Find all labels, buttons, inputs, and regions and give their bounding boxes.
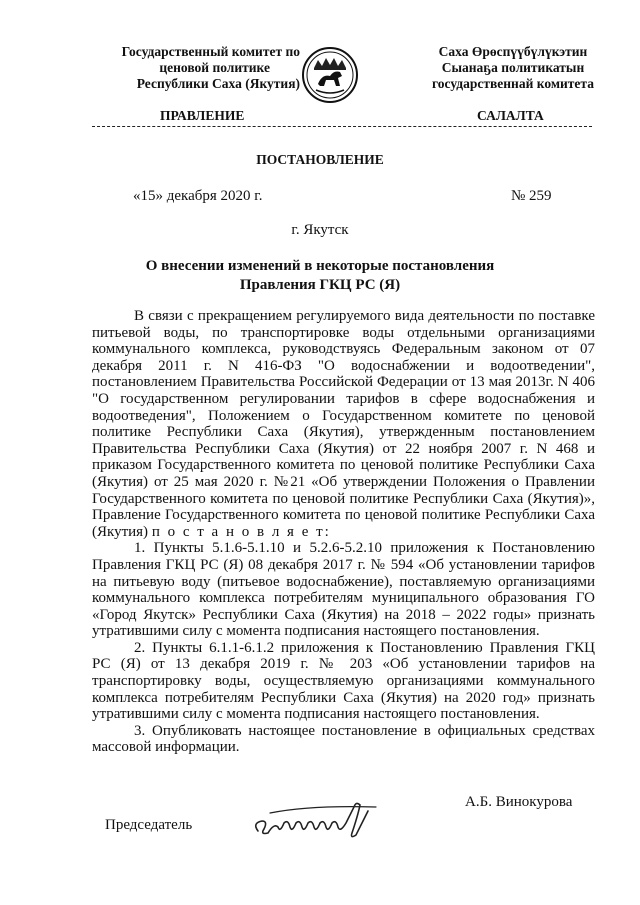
document-city: г. Якутск [291, 222, 349, 238]
subject-line: Правления ГКЦ РС (Я) [239, 277, 401, 293]
preamble-text: В связи с прекращением регулируемого вида деятельности по поставке питьевой воды, по транспортировке воды отдельными организациями коммунального комплекса, руководствуясь Федеральным законом от 07 декабря 2011 г. N 416-ФЗ "О водоснабжении и водоотведении", постановлением Правительства Российской Федерации от 13 мая 2013г. N 406 "О государственном регулировании тарифов в сфере водоснабжения и водоотведения", Положением о Государственном комитете по ценовой политике Республики Саха (Якутия), утвержденным постановлением Правительства Республики Саха (Якутия) от 22 ноября 2007 г. N 468 и приказом Государственного комитета по ценовой политике Республики Саха (Якутия) от 25 мая 2020 г. №21 «Об утверждении Положения о Правлении Государственного комитета по ценовой политике Республики Саха (Якутия)», Правление Государственного комитета по ценовой политике Республики Саха (Якутия) [92, 308, 595, 540]
item-1-paragraph: 1. Пункты 5.1.6-5.1.10 и 5.2.6-5.2.10 приложения к Постановлению Правления ГКЦ РС (Я) 08 декабря 2017 г. № 594 «Об установлении тарифов на питьевую воду (питьевое водоснабжение), поставляемую организациями коммунального комплекса потребителям муниципального образования ГО «Город Якутск» Республики Саха (Якутия) на 2018 – 2022 годы» признать утратившими силу с момента подписания настоящего постановления. [92, 540, 595, 640]
issuer-line: Государственный комитет по [121, 44, 300, 59]
issuer-line: государственнай комитета [432, 76, 594, 91]
issuer-line: Саха Өрөспүүбүлүкэтин [438, 44, 588, 59]
handwritten-signature [250, 793, 390, 843]
preamble-paragraph [92, 308, 595, 540]
document-subject [120, 257, 520, 295]
document-type: ПОСТАНОВЛЕНИЕ [256, 152, 384, 167]
document-body [92, 308, 595, 756]
board-label-yakut: САЛАЛТА [477, 108, 544, 123]
subject-line: О внесении изменений в некоторые постановления [145, 258, 495, 274]
header-divider [92, 126, 592, 127]
document-date: «15» декабря 2020 г. [133, 188, 263, 204]
issuer-name-russian [80, 44, 300, 92]
issuer-name-yakut [418, 44, 608, 92]
coat-of-arms-emblem [300, 40, 360, 110]
issuer-line: Сыанаҕа политикатын [441, 60, 585, 75]
issuer-line: ценовой политике [159, 60, 270, 75]
item-3-paragraph: 3. Опубликовать настоящее постановление в официальных средствах массовой информации. [92, 722, 595, 756]
board-label-russian: ПРАВЛЕНИЕ [160, 108, 245, 123]
signatory-role: Председатель [105, 817, 193, 833]
signatory-name: А.Б. Винокурова [465, 794, 573, 810]
resolves-text: п о с т а н о в л я е т: [151, 523, 331, 540]
item-2-paragraph: 2. Пункты 6.1.1-6.1.2 приложения к Постановлению Правления ГКЦ РС (Я) от 13 декабря 2019 г. № 203 «Об установлении тарифов на транспортировку воды, осуществляемую организациями коммунального комплекса потребителям Республики Саха (Якутия) на 2020 год» признать утратившими силу с момента подписания настоящего постановления. [92, 639, 595, 723]
document-number: № 259 [511, 188, 552, 204]
issuer-line: Республики Саха (Якутия) [136, 76, 300, 91]
